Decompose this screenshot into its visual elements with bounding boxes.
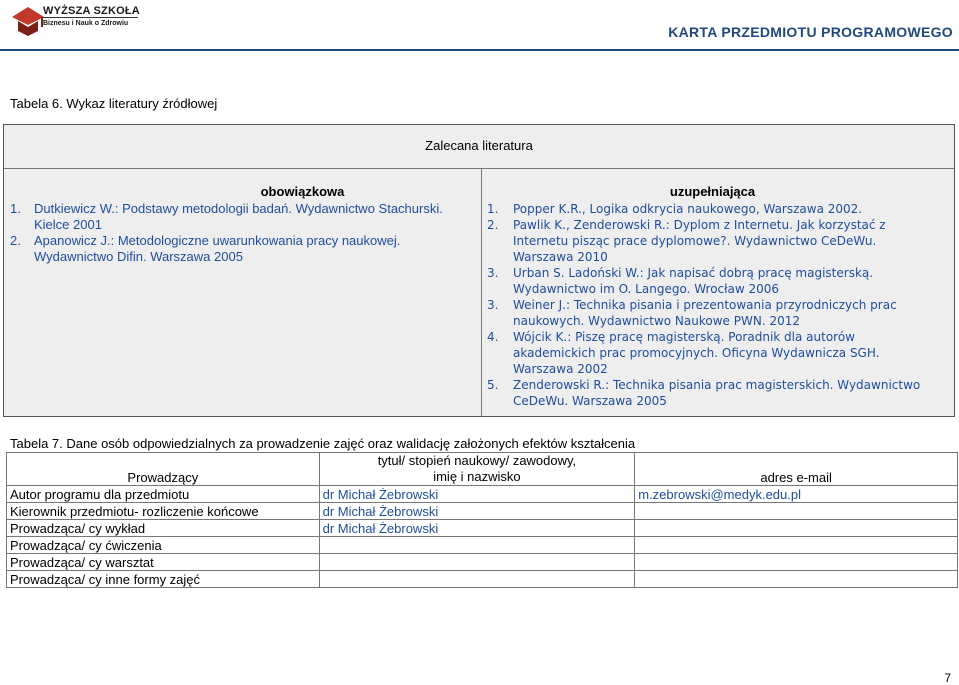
supplementary-header: uzupełniająca	[669, 184, 756, 199]
email-cell	[635, 503, 958, 520]
person-cell: dr Michał Żebrowski	[319, 486, 635, 503]
logo-divider	[43, 17, 138, 18]
table-row	[7, 571, 958, 588]
document-title: KARTA PRZEDMIOTU PROGRAMOWEGO	[668, 24, 953, 40]
table-row	[7, 486, 958, 503]
list-item: 2. Apanowicz J.: Metodologiczne uwarunkowania pracy naukowej. Wydawnictwo Difin. Warszawa 2005	[10, 233, 401, 264]
list-item: 5. Zenderowski R.: Technika pisania prac magisterskich. Wydawnictwo CeDeWu. Warszawa 2005	[487, 378, 921, 408]
header-divider	[0, 49, 959, 51]
table-header-row	[7, 453, 958, 486]
person-cell	[319, 554, 635, 571]
logo-line2: Biznesu i Nauk o Zdrowiu	[43, 20, 129, 27]
list-item: 2. Pawlik K., Zenderowski R.: Dyplom z Internetu. Jak korzystać z Internetu pisząc prace dyplomowe?. Wydawnictwo CeDeWu. Warszawa 2010	[487, 218, 886, 264]
literature-table	[3, 124, 955, 417]
table-row	[7, 554, 958, 571]
page-number: 7	[944, 671, 951, 685]
list-item: 3. Weiner J.: Technika pisania i prezentowania przyrodniczych prac naukowych. Wydawnictwo Naukowe PWN. 2012	[487, 298, 897, 328]
role-cell: Kierownik przedmiotu- rozliczenie końcowe	[7, 503, 320, 520]
literature-title: Zalecana literatura	[425, 138, 533, 153]
email-header: adres e-mail	[635, 453, 958, 486]
person-cell	[319, 537, 635, 554]
literature-table-header	[4, 125, 954, 169]
page-header	[0, 0, 959, 52]
email-cell	[635, 571, 958, 588]
email-cell	[635, 554, 958, 571]
role-cell: Prowadząca/ cy wykład	[7, 520, 320, 537]
person-cell	[319, 571, 635, 588]
list-item: 4. Wójcik K.: Piszę pracę magisterską. Poradnik dla autorów akademickich prac promocyjnych. Oficyna Wydawnicza SGH. Warszawa 2002	[487, 330, 880, 376]
person-cell: dr Michał Żebrowski	[319, 503, 635, 520]
role-header: Prowadzący	[7, 453, 320, 486]
name-header: tytuł/ stopień naukowy/ zawodowy, imię i nazwisko	[319, 453, 635, 486]
list-item: 1. Popper K.R., Logika odkrycia naukowego, Warszawa 2002.	[487, 202, 863, 216]
table6-caption: Tabela 6. Wykaz literatury źródłowej	[10, 96, 218, 111]
required-literature-column	[4, 168, 482, 416]
role-cell: Prowadząca/ cy warsztat	[7, 554, 320, 571]
required-header: obowiązkowa	[260, 184, 345, 199]
staff-table	[6, 452, 958, 588]
email-cell	[635, 537, 958, 554]
table-row	[7, 520, 958, 537]
person-cell: dr Michał Żebrowski	[319, 520, 635, 537]
role-cell: Prowadząca/ cy inne formy zajęć	[7, 571, 320, 588]
email-link[interactable]: m.zebrowski@medyk.edu.pl	[635, 486, 958, 503]
list-item: 1. Dutkiewicz W.: Podstawy metodologii badań. Wydawnictwo Stachurski. Kielce 2001	[10, 201, 443, 232]
table-row	[7, 503, 958, 520]
email-cell	[635, 520, 958, 537]
supplementary-literature-list	[487, 201, 937, 409]
role-cell: Prowadząca/ cy ćwiczenia	[7, 537, 320, 554]
required-literature-list	[10, 201, 450, 265]
table-row	[7, 537, 958, 554]
list-item: 3. Urban S. Ladoński W.: Jak napisać dobrą pracę magisterską. Wydawnictwo im O. Langego. Wrocław 2006	[487, 266, 874, 296]
table7-caption: Tabela 7. Dane osób odpowiedzialnych za prowadzenie zajęć oraz walidację założonych efektów kształcenia	[10, 436, 636, 451]
role-cell: Autor programu dla przedmiotu	[7, 486, 320, 503]
logo-line1: WYŻSZA SZKOŁA	[43, 5, 140, 17]
supplementary-literature-column	[481, 168, 954, 416]
